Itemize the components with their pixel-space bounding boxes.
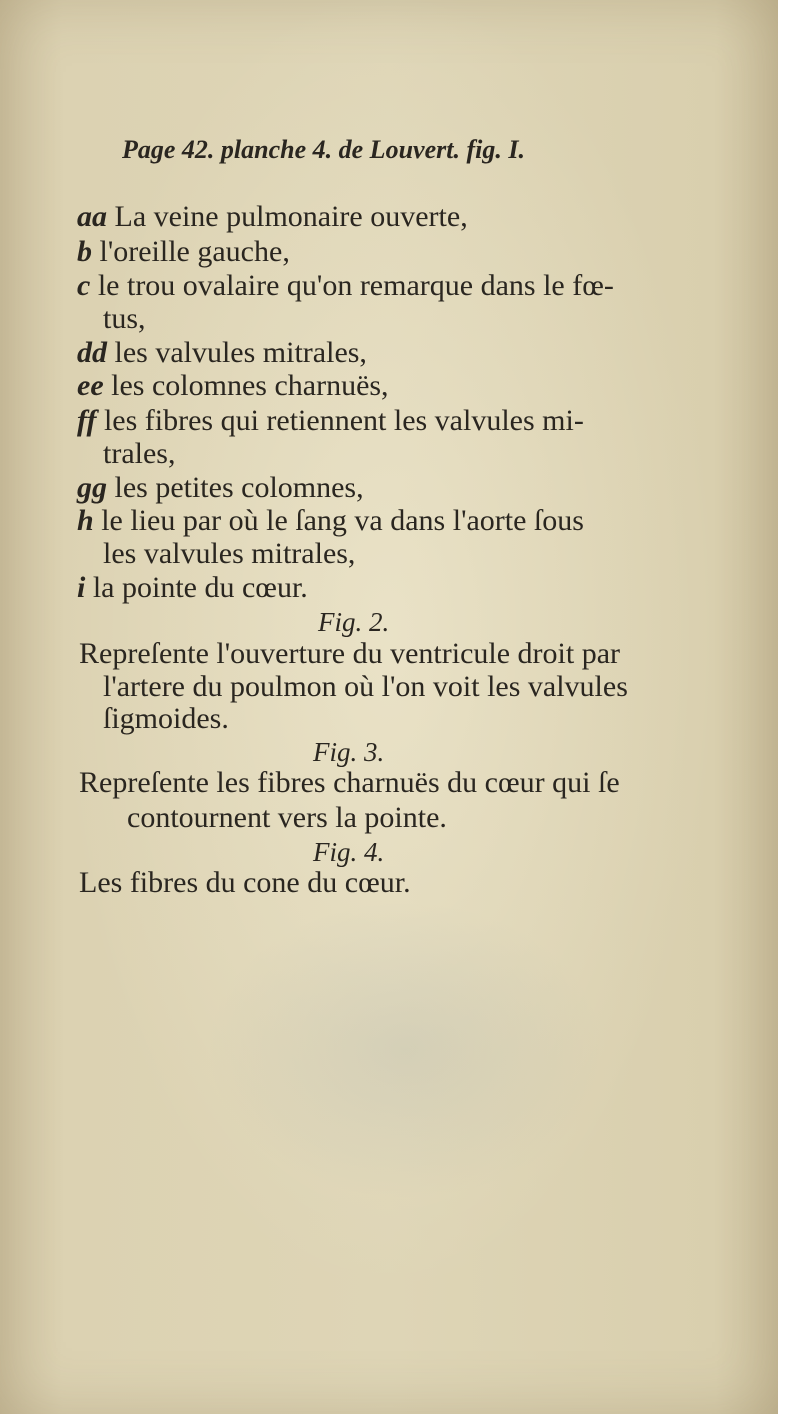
fig-4-line-1: Les fibres du cone du cœur. — [79, 866, 411, 899]
legend-line-i: i la pointe du cœur. — [77, 571, 308, 604]
fig-3-line-1: Repreſente les fibres charnuës du cœur qui ſe — [79, 766, 620, 799]
legend-line-h: h le lieu par où le ſang va dans l'aorte ſous — [77, 504, 584, 537]
fig-2-line-3: ſigmoides. — [103, 702, 229, 735]
legend-line-gg: gg les petites colomnes, — [77, 471, 364, 504]
fig-3-line-2: contournent vers la pointe. — [127, 801, 447, 834]
legend-line-ee: ee les colomnes charnuës, — [77, 369, 389, 402]
scan-margin — [778, 0, 800, 1414]
legend-line-b: b l'oreille gauche, — [77, 235, 290, 268]
page-header: Page 42. planche 4. de Louvert. fig. I. — [122, 135, 525, 164]
legend-line-h-cont: les valvules mitrales, — [103, 537, 356, 570]
legend-line-c-cont: tus, — [103, 302, 146, 335]
fig-3-title: Fig. 3. — [313, 737, 385, 767]
legend-line-ff-cont: trales, — [103, 437, 176, 470]
fig-2-line-1: Repreſente l'ouverture du ventricule droit par — [79, 637, 621, 670]
fig-2-title: Fig. 2. — [318, 607, 390, 637]
legend-line-ff: ff les fibres qui retiennent les valvules mi- — [77, 404, 584, 437]
fig-2-line-2: l'artere du poulmon où l'on voit les valvules — [103, 670, 628, 703]
legend-line-aa: aa La veine pulmonaire ouverte, — [77, 200, 468, 233]
bleed-through-illustration — [205, 900, 605, 1200]
legend-line-c: c le trou ovalaire qu'on remarque dans le fœ- — [77, 269, 614, 302]
legend-line-dd: dd les valvules mitrales, — [77, 336, 367, 369]
fig-4-title: Fig. 4. — [313, 837, 385, 867]
